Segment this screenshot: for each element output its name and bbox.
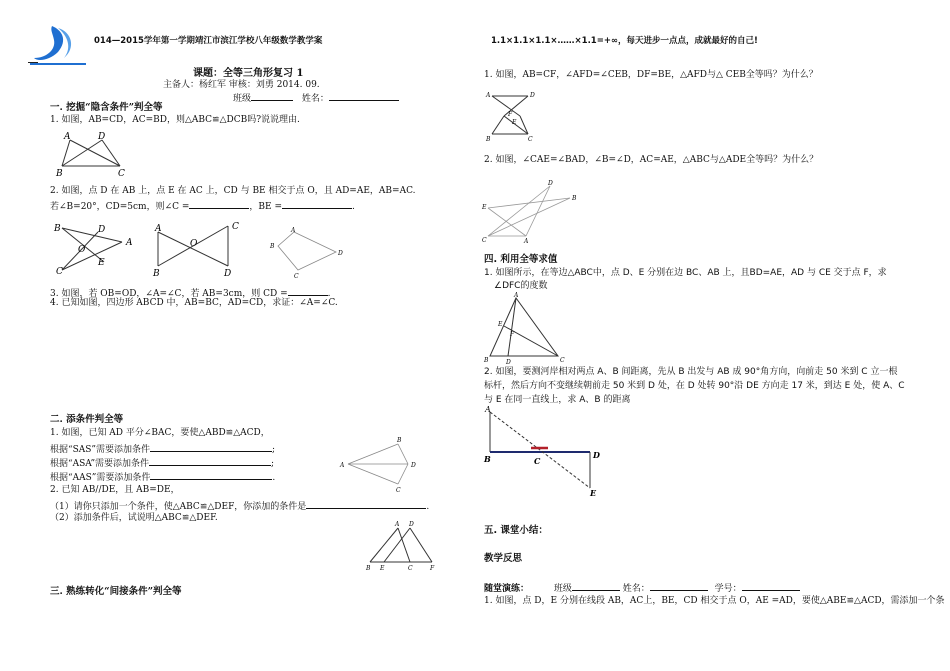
figure-s1q2 xyxy=(52,222,142,278)
figure-r1 xyxy=(484,86,544,146)
figure-s2q2 xyxy=(366,518,446,574)
svg-text:A: A xyxy=(485,405,491,414)
sec4-heading: 四. 利用全等求值 xyxy=(484,254,558,265)
figure-s1q1 xyxy=(50,130,140,180)
svg-text:B: B xyxy=(54,224,61,234)
class-blank[interactable] xyxy=(251,91,293,101)
svg-text:A: A xyxy=(64,132,71,142)
angle-c-blank[interactable] xyxy=(189,199,249,209)
svg-text:B: B xyxy=(270,243,275,250)
asa-blank[interactable] xyxy=(149,456,271,466)
lesson-class-name xyxy=(233,91,399,105)
figure-r2 xyxy=(480,178,580,244)
be-blank[interactable] xyxy=(282,199,352,209)
header-divider xyxy=(28,62,38,63)
svg-text:C: C xyxy=(56,267,63,277)
practice-no-blank[interactable] xyxy=(742,581,800,591)
practice-label: 随堂演练： xyxy=(484,584,530,594)
right-q1: 1. 如图，AB=CF，∠AFD=∠CEB，DF=BE，△AFD与△ CEB全等吗？为什么？ xyxy=(484,70,818,80)
svg-text:B: B xyxy=(153,269,160,279)
svg-text:C: C xyxy=(560,357,565,364)
header-left-title: 014—2015学年第一学期靖江市滨江学校八年级数学教学案 xyxy=(94,36,323,46)
practice-q1: 1. 如图，点 D，E 分别在线段 AB，AC上，BE，CD 相交于点 O，AE =AD，要使△ABE≌△ACD，需添加一个条 xyxy=(484,596,945,606)
sec5-heading: 五. 课堂小结： xyxy=(484,525,548,536)
reflection-heading: 教学反思 xyxy=(484,553,523,564)
cd-blank[interactable] xyxy=(288,286,328,296)
name-blank[interactable] xyxy=(329,91,399,101)
figure-s4q1 xyxy=(484,292,574,368)
svg-text:E: E xyxy=(498,321,503,328)
sec4-q1b: ∠DFC的度数 xyxy=(494,281,548,291)
svg-text:A: A xyxy=(155,224,162,234)
svg-text:F: F xyxy=(510,331,515,338)
svg-text:D: D xyxy=(98,132,106,142)
svg-text:D: D xyxy=(548,180,553,187)
svg-text:D: D xyxy=(409,521,414,528)
sec1-q4: 4. 已知如图，四边形 ABCD 中，AB=BC，AD=CD，求证：∠A=∠C. xyxy=(50,298,338,308)
svg-text:E: E xyxy=(590,488,597,498)
sec2-asa: 根据“ASA”需要添加条件 ; xyxy=(50,456,274,470)
figure-s2q1 xyxy=(340,436,420,496)
svg-text:A: A xyxy=(514,292,519,299)
condition-blank[interactable] xyxy=(306,499,426,509)
sec2-q1: 1. 如图，已知 AD 平分∠BAC，要使△ABD≌△ACD， xyxy=(50,428,270,438)
svg-text:B: B xyxy=(484,454,491,464)
figure-s1q3 xyxy=(150,222,245,278)
class-label: 班级 xyxy=(233,94,252,104)
sec1-q1: 1. 如图，AB=CD，AC=BD，则△ABC≌△DCB吗?说说理由. xyxy=(50,115,300,125)
svg-text:F: F xyxy=(430,565,435,572)
sec1-q2a: 2. 如图，点 D 在 AB 上，点 E 在 AC 上，CD 与 BE 相交于点 O，且 AD=AE，AB=AC. xyxy=(50,186,416,196)
practice-name-blank[interactable] xyxy=(650,581,708,591)
svg-text:B: B xyxy=(56,169,63,179)
svg-text:A: A xyxy=(524,238,529,245)
sec3-heading: 三. 熟练转化“间接条件”判全等 xyxy=(50,586,182,597)
svg-text:B: B xyxy=(484,357,489,364)
svg-text:C: C xyxy=(534,456,541,466)
svg-text:D: D xyxy=(530,92,535,99)
svg-text:O: O xyxy=(78,245,86,255)
lesson-meta: 主备人：杨红军 审核：刘勇 2014. 09. xyxy=(163,80,320,90)
svg-text:E: E xyxy=(482,204,487,211)
sec2-heading: 二. 添条件判全等 xyxy=(50,414,124,425)
sas-blank[interactable] xyxy=(150,442,272,452)
aas-blank[interactable] xyxy=(150,470,272,480)
svg-text:B: B xyxy=(397,437,402,444)
sec4-q2b: 标杆，然后方向不变继续朝前走 50 米到 D 处，在 D 处转 90°沿 DE 方向走 17 米，到达 E 处，使 A、C xyxy=(484,381,905,391)
practice-class-blank[interactable] xyxy=(572,581,620,591)
svg-text:B: B xyxy=(572,195,577,202)
svg-text:D: D xyxy=(338,250,343,257)
sec2-q2-2: （2）添加条件后，试说明△ABC≌△DEF. xyxy=(50,513,218,523)
svg-text:D: D xyxy=(411,462,416,469)
svg-text:F: F xyxy=(508,111,513,118)
sec2-aas: 根据“AAS”需要添加条件 . xyxy=(50,470,275,484)
svg-text:E: E xyxy=(512,119,517,126)
figure-s1q4 xyxy=(266,222,351,282)
svg-text:C: C xyxy=(408,565,413,572)
svg-text:D: D xyxy=(224,269,232,279)
svg-text:B: B xyxy=(486,136,491,143)
svg-text:D: D xyxy=(506,359,511,366)
right-q2: 2. 如图，∠CAE=∠BAD，∠B=∠D，AC=AE，△ABC与△ADE全等吗？为什么？ xyxy=(484,155,819,165)
svg-text:E: E xyxy=(98,258,105,268)
svg-text:C: C xyxy=(232,222,239,232)
sec1-q2b: 若∠B=20°，CD=5cm，则∠C = ，BE = . xyxy=(50,199,355,213)
sec4-q1a: 1. 如图所示，在等边△ABC中，点 D、E 分别在边 BC、AB 上，且BD=AE，AD 与 CE 交于点 F，求 xyxy=(484,268,887,278)
sec2-sas: 根据“SAS”需要添加条件 ; xyxy=(50,442,275,456)
svg-text:A: A xyxy=(395,521,400,528)
header-logo xyxy=(28,22,88,66)
sec2-q2-1: （1）请你只添加一个条件，使△ABC≌△DEF，你添加的条件是 . xyxy=(50,499,429,513)
sec2-q2: 2. 已知 AB//DE，且 AB=DE， xyxy=(50,485,180,495)
lesson-title: 课题：全等三角形复习 1 xyxy=(193,68,304,79)
sec1-heading: 一. 挖掘“隐含条件”判全等 xyxy=(50,102,163,113)
svg-text:D: D xyxy=(593,450,600,460)
header-right-motto: 1.1×1.1×1.1×……×1.1=+∞，每天进步一点点，成就最好的自己! xyxy=(491,36,758,46)
sec4-q2c: 与 E 在同一直线上，求 A、B 的距离 xyxy=(484,395,631,405)
svg-text:B: B xyxy=(366,565,371,572)
swoosh-logo-icon xyxy=(28,22,88,66)
sec1-q3: 3. 如图，若 OB=OD，∠A=∠C，若 AB=3cm，则 CD = . xyxy=(50,286,331,300)
svg-text:C: C xyxy=(528,136,533,143)
svg-text:A: A xyxy=(126,238,133,248)
svg-text:C: C xyxy=(396,487,401,494)
svg-text:E: E xyxy=(380,565,385,572)
svg-text:A: A xyxy=(340,462,345,469)
sec4-q2a: 2. 如图，要测河岸相对两点 A、B 间距离，先从 B 出发与 AB 成 90°角方向，向前走 50 米到 C 立一根 xyxy=(484,367,898,377)
svg-text:D: D xyxy=(98,225,106,235)
svg-text:A: A xyxy=(486,92,491,99)
svg-text:C: C xyxy=(294,273,299,280)
svg-text:O: O xyxy=(190,239,198,249)
name-label: 姓名： xyxy=(301,94,329,104)
svg-text:A: A xyxy=(291,227,296,234)
svg-text:C: C xyxy=(482,237,487,244)
practice-line: 随堂演练： 班级 姓名： 学号： xyxy=(484,581,800,595)
figure-s4q2 xyxy=(482,404,612,500)
svg-text:C: C xyxy=(118,169,125,179)
